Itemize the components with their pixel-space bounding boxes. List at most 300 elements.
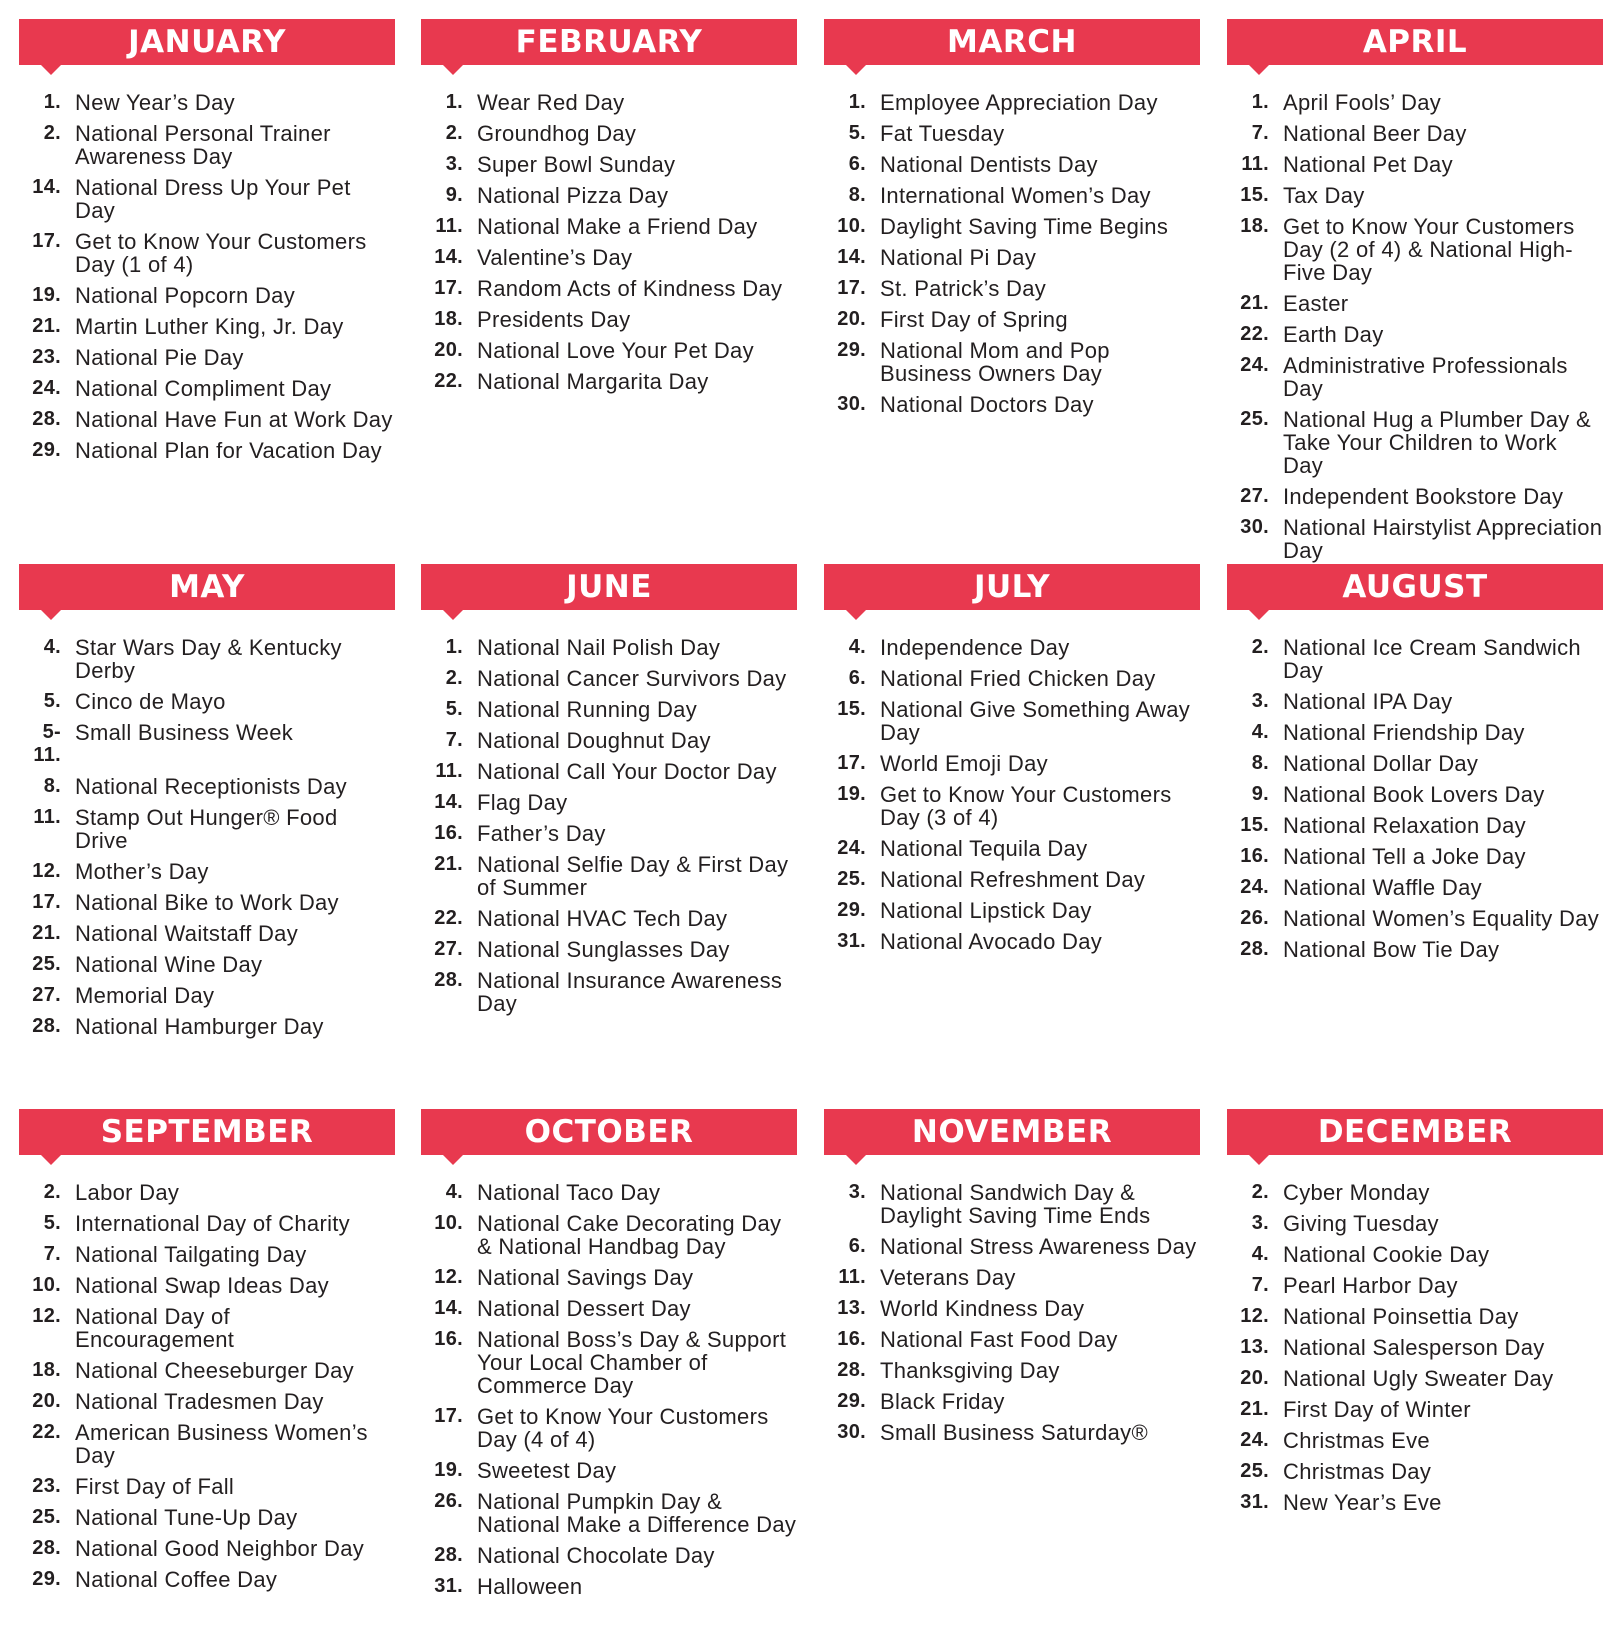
event-date: 27. xyxy=(1240,485,1269,507)
event-date: 21. xyxy=(32,922,61,944)
event-item xyxy=(1227,184,1603,207)
event-date: 13. xyxy=(837,1297,866,1319)
event-item xyxy=(824,91,1200,114)
event-date: 6. xyxy=(848,153,866,175)
event-date: 14. xyxy=(434,791,463,813)
event-date: 22. xyxy=(32,1421,61,1443)
event-item xyxy=(1227,91,1603,114)
event-date: 20. xyxy=(434,339,463,361)
event-name: Presidents Day xyxy=(477,307,631,332)
month-title: FEBRUARY xyxy=(515,23,703,60)
event-item xyxy=(421,1266,797,1289)
event-date: 24. xyxy=(1240,1429,1269,1451)
event-name: National IPA Day xyxy=(1283,689,1453,714)
event-name: Sweetest Day xyxy=(477,1458,617,1483)
event-name: First Day of Fall xyxy=(75,1474,235,1499)
event-item xyxy=(19,1212,395,1235)
event-date: 21. xyxy=(1240,292,1269,314)
event-item xyxy=(824,308,1200,331)
event-name: National HVAC Tech Day xyxy=(477,906,728,931)
event-date: 20. xyxy=(1240,1367,1269,1389)
event-date: 16. xyxy=(837,1328,866,1350)
month-title: AUGUST xyxy=(1342,568,1488,605)
event-date: 22. xyxy=(434,370,463,392)
event-name: Daylight Saving Time Begins xyxy=(880,214,1169,239)
event-list xyxy=(19,636,395,1038)
event-date: 31. xyxy=(1240,1491,1269,1513)
event-name: National Relaxation Day xyxy=(1283,813,1526,838)
event-name: National Tradesmen Day xyxy=(75,1389,324,1414)
event-item xyxy=(1227,1460,1603,1483)
event-name: Small Business Saturday® xyxy=(880,1420,1148,1445)
event-date: 22. xyxy=(434,907,463,929)
month-header xyxy=(1227,1109,1603,1155)
event-list xyxy=(19,1181,395,1591)
event-name: National Waffle Day xyxy=(1283,875,1482,900)
event-list xyxy=(1227,1181,1603,1514)
event-date: 28. xyxy=(837,1359,866,1381)
event-item xyxy=(1227,1274,1603,1297)
event-date: 19. xyxy=(434,1459,463,1481)
event-item xyxy=(19,891,395,914)
event-item xyxy=(421,1328,797,1397)
event-item xyxy=(19,1015,395,1038)
event-name: New Year’s Eve xyxy=(1283,1490,1442,1515)
event-date: 27. xyxy=(434,938,463,960)
event-item xyxy=(1227,215,1603,284)
event-item xyxy=(824,277,1200,300)
event-date: 17. xyxy=(434,277,463,299)
event-date: 25. xyxy=(32,953,61,975)
event-name: National Hamburger Day xyxy=(75,1014,324,1039)
event-name: National Chocolate Day xyxy=(477,1543,715,1568)
event-name: Employee Appreciation Day xyxy=(880,90,1158,115)
month-january xyxy=(19,19,395,470)
event-date: 27. xyxy=(32,984,61,1006)
event-date: 14. xyxy=(837,246,866,268)
event-item xyxy=(421,1490,797,1536)
event-date: 30. xyxy=(1240,516,1269,538)
event-date: 2. xyxy=(445,122,463,144)
event-date: 11. xyxy=(435,215,463,237)
event-date: 8. xyxy=(1251,752,1269,774)
event-date: 10. xyxy=(837,215,866,237)
event-date: 26. xyxy=(434,1490,463,1512)
event-date: 2. xyxy=(43,1181,61,1203)
month-title: APRIL xyxy=(1362,23,1468,60)
event-item xyxy=(1227,408,1603,477)
event-item xyxy=(421,246,797,269)
month-title: JUNE xyxy=(566,568,652,605)
month-october xyxy=(421,1109,797,1606)
event-name: National Beer Day xyxy=(1283,121,1467,146)
event-item xyxy=(421,1405,797,1451)
month-february xyxy=(421,19,797,401)
event-date: 3. xyxy=(445,153,463,175)
header-notch xyxy=(846,610,866,620)
event-date: 1. xyxy=(43,91,61,113)
event-name: National Give Something Away Day xyxy=(880,697,1191,745)
event-item xyxy=(1227,1212,1603,1235)
event-date: 28. xyxy=(32,408,61,430)
event-date: 2. xyxy=(43,122,61,144)
event-date: 31. xyxy=(837,930,866,952)
month-may xyxy=(19,564,395,1046)
event-item xyxy=(824,184,1200,207)
event-item xyxy=(1227,752,1603,775)
month-header xyxy=(824,19,1200,65)
event-item xyxy=(421,1459,797,1482)
event-name: National Hug a Plumber Day & Take Your Children to Work Day xyxy=(1283,407,1591,478)
event-date: 4. xyxy=(43,636,61,658)
event-name: National Cancer Survivors Day xyxy=(477,666,787,691)
event-list xyxy=(824,91,1200,416)
event-name: National Popcorn Day xyxy=(75,283,296,308)
event-item xyxy=(421,122,797,145)
event-name: National Margarita Day xyxy=(477,369,709,394)
event-item xyxy=(421,969,797,1015)
event-name: National Sandwich Day & Daylight Saving Time Ends xyxy=(880,1180,1151,1228)
event-date: 28. xyxy=(434,1544,463,1566)
event-name: National Compliment Day xyxy=(75,376,332,401)
event-name: Get to Know Your Customers Day (1 of 4) xyxy=(75,229,367,277)
event-name: Thanksgiving Day xyxy=(880,1358,1060,1383)
event-item xyxy=(19,122,395,168)
event-name: St. Patrick’s Day xyxy=(880,276,1047,301)
event-name: World Emoji Day xyxy=(880,751,1048,776)
event-name: Labor Day xyxy=(75,1180,180,1205)
event-item xyxy=(1227,721,1603,744)
event-item xyxy=(1227,1336,1603,1359)
header-notch xyxy=(1249,65,1269,75)
event-name: National Selfie Day & First Day of Summer xyxy=(477,852,789,900)
event-item xyxy=(1227,876,1603,899)
event-item xyxy=(19,346,395,369)
event-item xyxy=(19,775,395,798)
event-item xyxy=(19,1305,395,1351)
event-name: International Day of Charity xyxy=(75,1211,350,1236)
event-name: National Pumpkin Day & National Make a Difference Day xyxy=(477,1489,797,1537)
event-name: Flag Day xyxy=(477,790,568,815)
event-date: 25. xyxy=(1240,1460,1269,1482)
event-name: Stamp Out Hunger® Food Drive xyxy=(75,805,338,853)
event-item xyxy=(421,853,797,899)
event-name: Christmas Eve xyxy=(1283,1428,1430,1453)
event-name: National Pizza Day xyxy=(477,183,669,208)
event-item xyxy=(19,1475,395,1498)
event-date: 7. xyxy=(445,729,463,751)
event-item xyxy=(824,667,1200,690)
event-item xyxy=(19,860,395,883)
event-item xyxy=(19,439,395,462)
event-item xyxy=(421,729,797,752)
event-item xyxy=(421,1297,797,1320)
event-name: New Year’s Day xyxy=(75,90,235,115)
event-name: National Boss’s Day & Support Your Local Chamber of Commerce Day xyxy=(477,1327,787,1398)
event-item xyxy=(824,636,1200,659)
event-name: National Doctors Day xyxy=(880,392,1094,417)
event-date: 14. xyxy=(434,246,463,268)
header-notch xyxy=(1249,610,1269,620)
event-date: 5. xyxy=(848,122,866,144)
event-name: Star Wars Day & Kentucky Derby xyxy=(75,635,342,683)
event-name: National Tailgating Day xyxy=(75,1242,307,1267)
event-name: National Tequila Day xyxy=(880,836,1088,861)
event-name: Pearl Harbor Day xyxy=(1283,1273,1458,1298)
event-name: National Coffee Day xyxy=(75,1567,278,1592)
event-date: 7. xyxy=(1251,122,1269,144)
event-item xyxy=(421,1181,797,1204)
event-date: 2. xyxy=(1251,636,1269,658)
event-date: 5. xyxy=(43,690,61,712)
event-date: 17. xyxy=(434,1405,463,1427)
event-item xyxy=(1227,1429,1603,1452)
month-april xyxy=(1227,19,1603,570)
event-item xyxy=(421,698,797,721)
event-name: National Nail Polish Day xyxy=(477,635,721,660)
event-date: 16. xyxy=(434,1328,463,1350)
event-date: 21. xyxy=(1240,1398,1269,1420)
event-date: 31. xyxy=(434,1575,463,1597)
event-name: Valentine’s Day xyxy=(477,245,633,270)
month-header xyxy=(1227,564,1603,610)
event-date: 3. xyxy=(1251,690,1269,712)
event-date: 1. xyxy=(445,636,463,658)
month-june xyxy=(421,564,797,1023)
event-name: National Book Lovers Day xyxy=(1283,782,1545,807)
event-item xyxy=(824,930,1200,953)
month-header xyxy=(421,564,797,610)
month-header xyxy=(19,1109,395,1155)
event-name: World Kindness Day xyxy=(880,1296,1085,1321)
event-name: National Pi Day xyxy=(880,245,1037,270)
event-name: National Insurance Awareness Day xyxy=(477,968,783,1016)
event-date: 4. xyxy=(848,636,866,658)
event-name: Super Bowl Sunday xyxy=(477,152,676,177)
event-item xyxy=(19,91,395,114)
event-name: National Swap Ideas Day xyxy=(75,1273,329,1298)
event-item xyxy=(824,1181,1200,1227)
event-date: 17. xyxy=(837,752,866,774)
month-title: DECEMBER xyxy=(1317,1113,1513,1150)
event-name: National Bike to Work Day xyxy=(75,890,339,915)
event-item xyxy=(824,122,1200,145)
event-item xyxy=(421,938,797,961)
month-title: MARCH xyxy=(947,23,1077,60)
event-name: Mother’s Day xyxy=(75,859,209,884)
event-date: 30. xyxy=(837,393,866,415)
event-name: National Pie Day xyxy=(75,345,244,370)
event-item xyxy=(824,783,1200,829)
event-name: Easter xyxy=(1283,291,1349,316)
event-name: Get to Know Your Customers Day (4 of 4) xyxy=(477,1404,769,1452)
event-name: National Call Your Doctor Day xyxy=(477,759,777,784)
event-name: Cinco de Mayo xyxy=(75,689,226,714)
event-item xyxy=(421,1575,797,1598)
event-item xyxy=(19,721,395,767)
event-name: National Dentists Day xyxy=(880,152,1098,177)
event-item xyxy=(421,791,797,814)
event-name: National Dessert Day xyxy=(477,1296,691,1321)
event-item xyxy=(19,230,395,276)
event-date: 24. xyxy=(1240,354,1269,376)
event-date: 1. xyxy=(445,91,463,113)
event-item xyxy=(1227,354,1603,400)
event-list xyxy=(19,91,395,462)
event-date: 9. xyxy=(1251,783,1269,805)
event-name: National Friendship Day xyxy=(1283,720,1525,745)
event-item xyxy=(1227,323,1603,346)
header-notch xyxy=(846,65,866,75)
event-date: 14. xyxy=(434,1297,463,1319)
header-notch xyxy=(41,1155,61,1165)
event-date: 29. xyxy=(837,339,866,361)
event-item xyxy=(824,899,1200,922)
event-name: National Tell a Joke Day xyxy=(1283,844,1526,869)
event-item xyxy=(824,339,1200,385)
month-march xyxy=(824,19,1200,424)
event-item xyxy=(824,215,1200,238)
event-name: National Tune-Up Day xyxy=(75,1505,298,1530)
event-item xyxy=(19,806,395,852)
month-header xyxy=(1227,19,1603,65)
event-date: 24. xyxy=(1240,876,1269,898)
event-name: National Fast Food Day xyxy=(880,1327,1118,1352)
event-item xyxy=(19,636,395,682)
event-date: 24. xyxy=(837,837,866,859)
event-item xyxy=(824,1421,1200,1444)
event-item xyxy=(19,1537,395,1560)
event-name: National Salesperson Day xyxy=(1283,1335,1545,1360)
event-item xyxy=(1227,636,1603,682)
event-name: National Dollar Day xyxy=(1283,751,1479,776)
event-date: 11. xyxy=(435,760,463,782)
event-date: 25. xyxy=(837,868,866,890)
event-name: Fat Tuesday xyxy=(880,121,1005,146)
event-date: 22. xyxy=(1240,323,1269,345)
event-date: 7. xyxy=(43,1243,61,1265)
event-date: 6. xyxy=(848,667,866,689)
event-item xyxy=(421,215,797,238)
event-item xyxy=(19,1274,395,1297)
event-date: 6. xyxy=(848,1235,866,1257)
header-notch xyxy=(443,1155,463,1165)
event-name: Small Business Week xyxy=(75,720,294,745)
header-notch xyxy=(41,65,61,75)
event-name: Halloween xyxy=(477,1574,583,1599)
event-name: First Day of Spring xyxy=(880,307,1068,332)
event-item xyxy=(1227,938,1603,961)
event-date: 29. xyxy=(837,1390,866,1412)
event-name: Earth Day xyxy=(1283,322,1384,347)
event-date: 15. xyxy=(1240,184,1269,206)
month-header xyxy=(824,1109,1200,1155)
event-name: National Running Day xyxy=(477,697,698,722)
event-item xyxy=(824,246,1200,269)
event-item xyxy=(421,822,797,845)
event-item xyxy=(1227,122,1603,145)
event-date: 5. xyxy=(43,1212,61,1234)
event-name: National Plan for Vacation Day xyxy=(75,438,382,463)
event-name: National Cheeseburger Day xyxy=(75,1358,354,1383)
event-item xyxy=(1227,153,1603,176)
event-date: 5-11. xyxy=(33,721,61,766)
event-item xyxy=(1227,1491,1603,1514)
event-item xyxy=(421,1212,797,1258)
event-item xyxy=(824,1328,1200,1351)
month-august xyxy=(1227,564,1603,969)
event-date: 4. xyxy=(1251,1243,1269,1265)
event-date: 20. xyxy=(32,1390,61,1412)
event-date: 1. xyxy=(848,91,866,113)
event-name: National Refreshment Day xyxy=(880,867,1146,892)
event-item xyxy=(19,953,395,976)
event-name: National Personal Trainer Awareness Day xyxy=(75,121,331,169)
event-name: Father’s Day xyxy=(477,821,606,846)
event-name: National Taco Day xyxy=(477,1180,661,1205)
event-date: 25. xyxy=(32,1506,61,1528)
event-item xyxy=(1227,292,1603,315)
event-item xyxy=(824,837,1200,860)
event-date: 12. xyxy=(32,1305,61,1327)
event-date: 3. xyxy=(1251,1212,1269,1234)
event-date: 10. xyxy=(434,1212,463,1234)
event-item xyxy=(824,1235,1200,1258)
header-notch xyxy=(846,1155,866,1165)
event-item xyxy=(19,377,395,400)
event-name: National Doughnut Day xyxy=(477,728,711,753)
event-item xyxy=(824,153,1200,176)
month-title: OCTOBER xyxy=(524,1113,694,1150)
month-december xyxy=(1227,1109,1603,1522)
event-date: 2. xyxy=(445,667,463,689)
event-date: 12. xyxy=(1240,1305,1269,1327)
event-date: 21. xyxy=(32,315,61,337)
event-item xyxy=(1227,1243,1603,1266)
event-item xyxy=(421,184,797,207)
event-name: Random Acts of Kindness Day xyxy=(477,276,783,301)
event-item xyxy=(421,760,797,783)
event-item xyxy=(421,91,797,114)
event-name: First Day of Winter xyxy=(1283,1397,1471,1422)
event-item xyxy=(421,153,797,176)
event-name: Independence Day xyxy=(880,635,1070,660)
event-item xyxy=(421,308,797,331)
event-name: Independent Bookstore Day xyxy=(1283,484,1564,509)
event-item xyxy=(1227,907,1603,930)
event-date: 29. xyxy=(32,439,61,461)
event-item xyxy=(19,315,395,338)
event-item xyxy=(1227,516,1603,562)
event-date: 16. xyxy=(1240,845,1269,867)
event-date: 17. xyxy=(32,230,61,252)
header-notch xyxy=(1249,1155,1269,1165)
event-name: National Cake Decorating Day & National Handbag Day xyxy=(477,1211,782,1259)
event-date: 17. xyxy=(32,891,61,913)
event-item xyxy=(421,339,797,362)
event-name: National Women’s Equality Day xyxy=(1283,906,1600,931)
event-date: 3. xyxy=(848,1181,866,1203)
event-date: 15. xyxy=(1240,814,1269,836)
event-name: National Wine Day xyxy=(75,952,263,977)
event-date: 20. xyxy=(837,308,866,330)
event-item xyxy=(824,752,1200,775)
event-name: Get to Know Your Customers Day (2 of 4) & National High-Five Day xyxy=(1283,214,1575,285)
event-date: 21. xyxy=(434,853,463,875)
event-name: Tax Day xyxy=(1283,183,1365,208)
event-date: 28. xyxy=(32,1015,61,1037)
event-item xyxy=(19,1568,395,1591)
